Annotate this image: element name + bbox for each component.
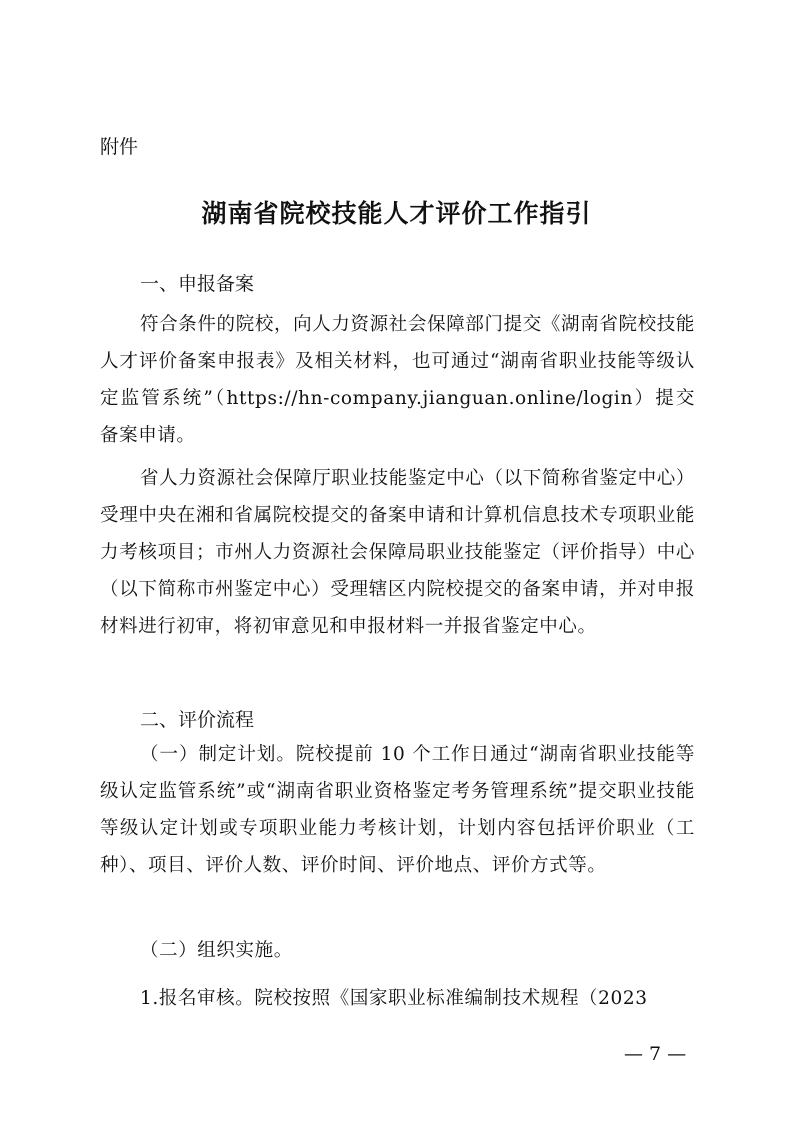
paragraph-registration-review: 1.报名审核。院校按照《国家职业标准编制技术规程（2023 xyxy=(140,988,648,1009)
section-2-paragraph-2-block xyxy=(100,932,695,969)
paragraph-make-plan: （一）制定计划。院校提前 10 个工作日通过“湖南省职业技能等级认定监管系统”或“湖南省职业资格鉴定考务管理系统”提交职业技能等级认定计划或专项职业能力考核计划，计划内容包括评价职业（工种）、项目、评价人数、评价时间、评价地点、评价方式等。 xyxy=(100,744,695,876)
page-number: — 7 — xyxy=(624,1043,687,1065)
section-1-heading-block xyxy=(100,270,695,298)
paragraph-acceptance-scope: 省人力资源社会保障厅职业技能鉴定中心（以下简称省鉴定中心）受理中央在湘和省属院校提交的备案申请和计算机信息技术专项职业能力考核项目；市州人力资源社会保障局职业技能鉴定（评价指导）中心（以下简称市州鉴定中心）受理辖区内院校提交的备案申请，并对申报材料进行初审，将初审意见和申报材料一并报省鉴定中心。 xyxy=(100,468,695,637)
section-heading-application: 一、申报备案 xyxy=(140,273,255,295)
section-heading-process: 二、评价流程 xyxy=(140,709,255,731)
section-1-paragraph-2-block xyxy=(100,460,695,645)
section-2-heading-block xyxy=(100,706,695,734)
paragraph-filing-submission: 符合条件的院校，向人力资源社会保障部门提交《湖南省院校技能人才评价备案申报表》及相关材料，也可通过“湖南省职业技能等级认定监管系统”（https://hn-company.jianguan.online/login）提交备案申请。 xyxy=(100,314,695,446)
attachment-label: 附件 xyxy=(100,136,139,158)
section-2-paragraph-3-block xyxy=(100,980,695,1017)
section-1-paragraph-1-block xyxy=(100,306,695,454)
paragraph-organize-implementation: （二）组织实施。 xyxy=(140,940,293,961)
section-2-paragraph-1-block xyxy=(100,736,695,884)
document-title: 湖南省院校技能人才评价工作指引 xyxy=(201,199,592,228)
